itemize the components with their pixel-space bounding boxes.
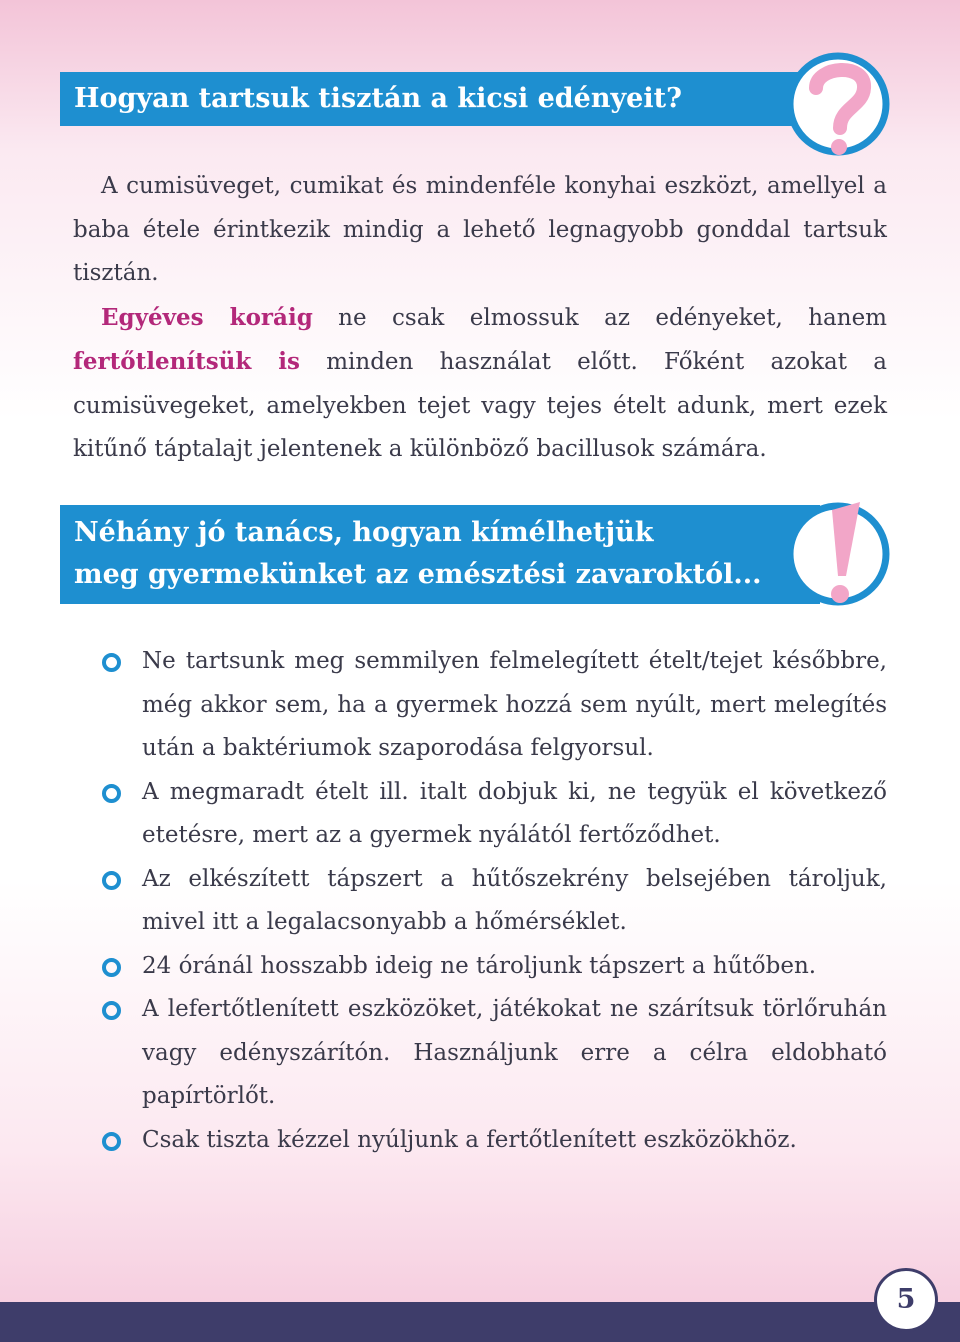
bullet-icon <box>102 1001 121 1020</box>
paragraph-2-text-a: ne csak elmossuk az edényeket, hanem <box>312 304 887 331</box>
section-title-line-1: Néhány jó tanács, hogyan kímélhetjük <box>74 517 654 548</box>
section-header-tips <box>60 505 820 604</box>
list-item <box>100 1119 887 1163</box>
paragraph-2-text-b: minden használat előtt. Főként azokat a cumisüvegeket, amelyekben tejet vagy tejes ételt adunk, mert ezek kitűnő táptalajt jelentenek a különböző bacillusok számára. <box>73 349 887 462</box>
bullet-icon <box>102 784 121 803</box>
intro-text <box>73 165 887 472</box>
bullet-icon <box>102 871 121 890</box>
section-title <box>74 512 762 596</box>
list-item-text: A megmaradt ételt ill. italt dobjuk ki, ne tegyük el következő etetésre, mert az a gyermek nyálától fertőződhet. <box>142 778 887 848</box>
section-title: Hogyan tartsuk tisztán a kicsi edényeit? <box>74 83 682 114</box>
page-number: 5 <box>874 1268 938 1332</box>
section-header-cleaning <box>60 72 820 126</box>
tips-list <box>100 640 887 1162</box>
list-item-text: Ne tartsunk meg semmilyen felmelegített ételt/tejet későbbre, még akkor sem, ha a gyermek hozzá sem nyúlt, mert melegítés után a baktériumok szaporodása felgyorsul. <box>142 648 887 761</box>
list-item-text: A lefertőtlenített eszközöket, játékokat ne szárítsuk törlőruhán vagy edényszárítón. Használjunk erre a célra eldobható papírtörlőt. <box>142 996 887 1109</box>
paragraph-1: A cumisüveget, cumikat és mindenféle konyhai eszközt, amellyel a baba ételе érintkezik mindig a lehető legnagyobb gonddal tartsuk tisztán. <box>73 173 887 286</box>
list-item <box>100 640 887 771</box>
list-item <box>100 771 887 858</box>
list-item-text: Csak tiszta kézzel nyúljunk a fertőtlenített eszközökhöz. <box>142 1126 797 1153</box>
bullet-icon <box>102 1132 121 1151</box>
paragraph-2 <box>73 296 887 472</box>
list-item <box>100 858 887 945</box>
section-title-line-2: meg gyermekünket az emésztési zavaroktól... <box>74 559 762 590</box>
emphasis-age: Egyéves koráig <box>101 303 313 331</box>
list-item <box>100 988 887 1119</box>
list-item-text: Az elkészített tápszert a hűtőszekrény belsejében tároljuk, mivel itt a legalacsonyabb a hőmérséklet. <box>142 865 887 935</box>
footer-bar <box>0 1302 960 1342</box>
bullet-icon <box>102 958 121 977</box>
emphasis-disinfect: fertőtlenítsük is <box>73 348 300 375</box>
bullet-icon <box>102 653 121 672</box>
exclamation-mark-icon <box>778 490 898 620</box>
list-item <box>100 945 887 989</box>
list-item-text: 24 óránál hosszabb ideig ne tároljunk tápszert a hűtőben. <box>142 952 817 979</box>
question-mark-icon <box>778 44 898 168</box>
